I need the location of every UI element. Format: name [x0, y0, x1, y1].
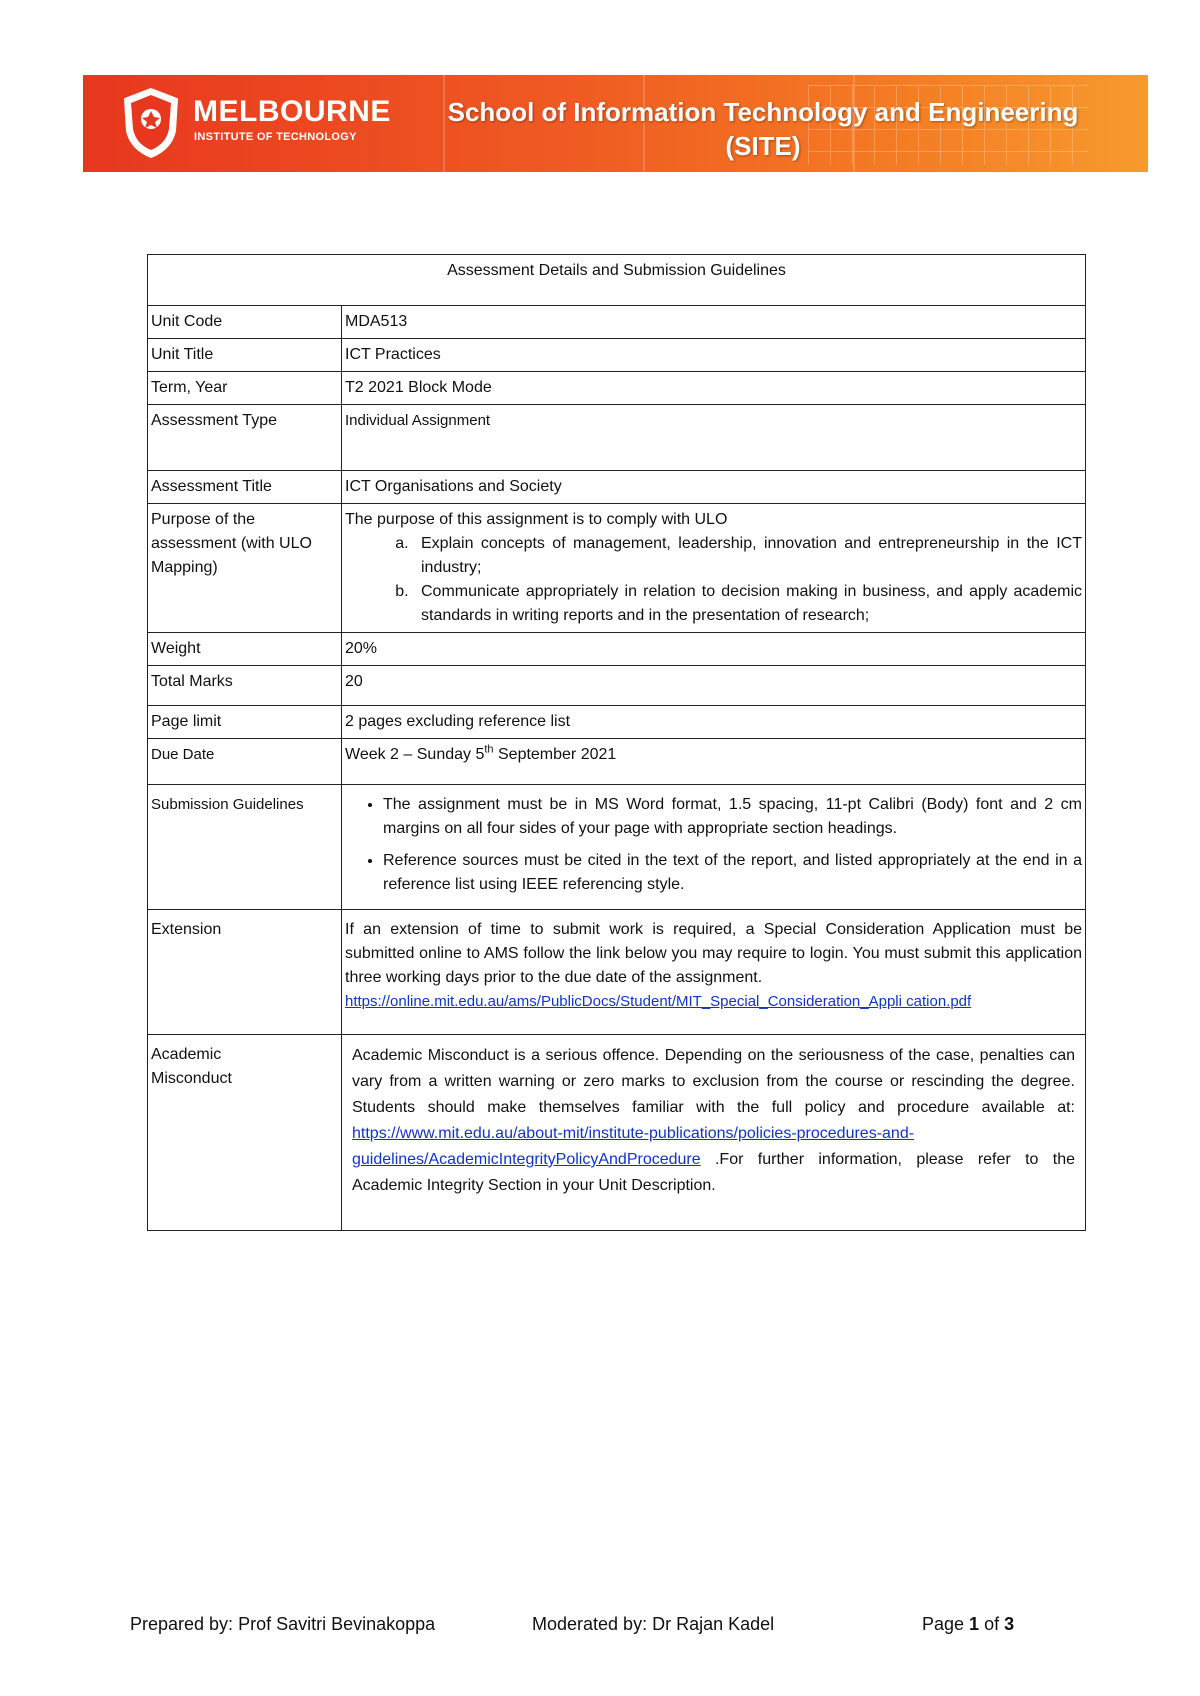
school-title [383, 95, 1143, 163]
table-row [148, 405, 1086, 471]
school-title-line1: School of Information Technology and Engineering [447, 97, 1079, 127]
unit-title-label: Unit Title [148, 339, 342, 372]
submission-item: • The assignment must be in MS Word format, 1.5 spacing, 11-pt Calibri (Body) font and 2 cm margins on all four sides of your page with appropriate section headings. [383, 793, 1082, 841]
misconduct-paragraph [352, 1043, 1075, 1199]
institute-crest-icon [121, 87, 181, 159]
submission-list [345, 793, 1082, 897]
table-title: Assessment Details and Submission Guidelines [148, 255, 1086, 306]
extension-label: Extension [148, 910, 342, 1035]
extension-text: If an extension of time to submit work is required, a Special Consideration Application must be submitted online to AMS follow the link below you may require to login. You must submit this application three working days prior to the due date of the assignment. [345, 921, 1082, 986]
page-word: Page [922, 1614, 970, 1634]
academic-integrity-link[interactable]: https://www.mit.edu.au/about-mit/institute-publications/policies-procedures-and-guidelines/AcademicIntegrityPolicyAndProcedure [352, 1125, 915, 1168]
page-current: 1 [969, 1614, 980, 1634]
purpose-intro: The purpose of this assignment is to comply with ULO [345, 511, 728, 528]
logo-name: MELBOURNE [193, 95, 391, 128]
misconduct-value [342, 1035, 1086, 1231]
table-row [148, 471, 1086, 504]
moderated-label: Moderated by: [532, 1614, 648, 1634]
page-limit-label: Page limit [148, 706, 342, 739]
assessment-type-label: Assessment Type [148, 405, 342, 471]
total-marks-value: 20 [342, 666, 1086, 706]
page-total: 3 [1004, 1614, 1015, 1634]
unit-code-value: MDA513 [342, 306, 1086, 339]
assessment-title-value: ICT Organisations and Society [342, 471, 1086, 504]
weight-label: Weight [148, 633, 342, 666]
purpose-list [345, 532, 1082, 628]
total-marks-label: Total Marks [148, 666, 342, 706]
page-limit-value: 2 pages excluding reference list [342, 706, 1086, 739]
term-label: Term, Year [148, 372, 342, 405]
term-value: T2 2021 Block Mode [342, 372, 1086, 405]
header-banner [83, 75, 1148, 172]
table-row [148, 910, 1086, 1035]
purpose-value [342, 504, 1086, 633]
table-row [148, 339, 1086, 372]
prepared-label: Prepared by: [130, 1614, 234, 1634]
table-header-row [148, 255, 1086, 306]
prepared-by [130, 1614, 435, 1635]
prepared-name: Prof Savitri Bevinakoppa [233, 1614, 436, 1634]
table-row [148, 504, 1086, 633]
logo-subtitle: INSTITUTE OF TECHNOLOGY [194, 131, 357, 143]
table-row [148, 1035, 1086, 1231]
table-row [148, 666, 1086, 706]
table-row [148, 785, 1086, 910]
unit-title-value: ICT Practices [342, 339, 1086, 372]
due-date-suffix: th [484, 743, 494, 756]
school-title-line2: (SITE) [725, 131, 801, 161]
misconduct-text: Academic Misconduct is a serious offence. Depending on the seriousness of the case, penalties can vary from a written warning or zero marks to exclusion from the course or rescinding the degree. Students should make themselves familiar with the full policy and procedure available at: [352, 1047, 1075, 1116]
table-row [148, 372, 1086, 405]
weight-value: 20% [342, 633, 1086, 666]
purpose-label: Purpose of the assessment (with ULO Mapping) [148, 504, 342, 633]
due-date-month: September 2021 [493, 746, 617, 763]
misconduct-label: Academic Misconduct [148, 1035, 342, 1231]
assessment-type-value: Individual Assignment [342, 405, 1086, 471]
due-date-label: Due Date [148, 739, 342, 785]
table-row [148, 739, 1086, 785]
table-row [148, 306, 1086, 339]
purpose-item: a. Explain concepts of management, leadership, innovation and entrepreneurship in the ICT industry; [413, 532, 1082, 580]
assessment-details-table [147, 254, 1086, 1231]
submission-label: Submission Guidelines [148, 785, 342, 910]
table-row [148, 706, 1086, 739]
misconduct-text-end: .For further information, please refer to the Academic Integrity Section in your Unit Description. [352, 1151, 1075, 1194]
special-consideration-link[interactable]: https://online.mit.edu.au/ams/PublicDocs/Student/MIT_Special_Consideration_Appli cation.pdf [345, 993, 972, 1010]
due-date-value [342, 739, 1086, 785]
page-number [922, 1614, 1014, 1635]
submission-item: • Reference sources must be cited in the text of the report, and listed appropriately at the end in a reference list using IEEE referencing style. [383, 849, 1082, 897]
extension-value [342, 910, 1086, 1035]
due-date-text: Week 2 – Sunday 5 [345, 746, 485, 763]
of-word: of [979, 1614, 1005, 1634]
table-row [148, 633, 1086, 666]
unit-code-label: Unit Code [148, 306, 342, 339]
submission-value [342, 785, 1086, 910]
moderated-by [532, 1614, 774, 1635]
moderated-name: Dr Rajan Kadel [647, 1614, 775, 1634]
assessment-title-label: Assessment Title [148, 471, 342, 504]
purpose-item: b. Communicate appropriately in relation to decision making in business, and apply academic standards in writing reports and in the presentation of research; [413, 580, 1082, 628]
